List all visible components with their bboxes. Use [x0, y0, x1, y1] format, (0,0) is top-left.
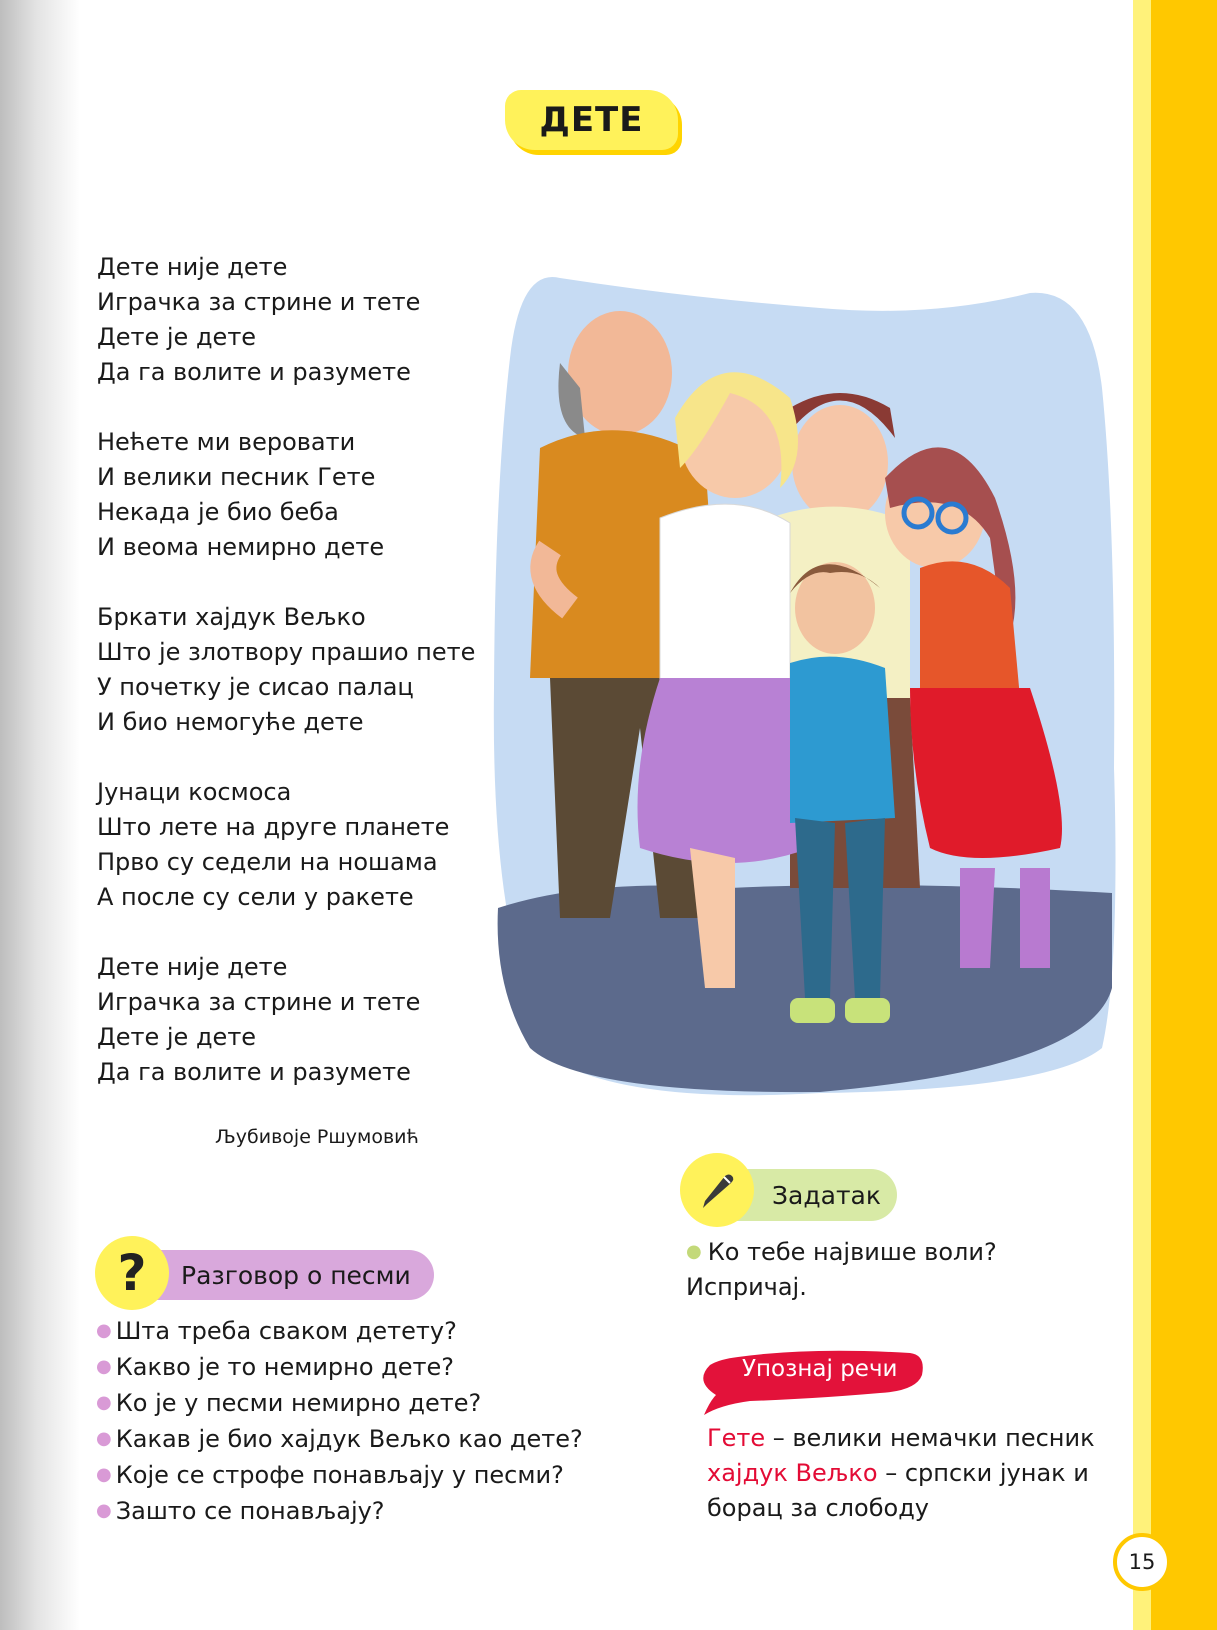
question-text: Ко је у песми немирно дете?	[115, 1389, 482, 1417]
question-text: Какав је био хајдук Вељко као дете?	[115, 1425, 583, 1453]
question-text: Зашто се понављају?	[115, 1497, 385, 1525]
poem-line: И био немогуће дете	[97, 708, 364, 736]
poem-line: И веома немирно дете	[97, 533, 385, 561]
pencil-icon	[680, 1153, 754, 1227]
glossary-entry	[707, 1456, 1127, 1491]
poem-line: Играчка за стрине и тете	[97, 988, 421, 1016]
list-item: ● Какав је био хајдук Вељко као дете?	[96, 1425, 583, 1453]
glossary-definition: – велики немачки песник	[765, 1424, 1095, 1452]
list-item: ● Које се строфе понављају у песми?	[96, 1461, 564, 1489]
poem-line: Дете није дете	[97, 253, 288, 281]
discussion-header-label: Разговор о песми	[181, 1260, 411, 1290]
poem-line: Дете је дете	[97, 1023, 257, 1051]
glossary-definition-continued: борац за слободу	[707, 1494, 929, 1522]
family-illustration	[490, 268, 1120, 1098]
task-header	[682, 1169, 897, 1221]
task-instruction: Испричај.	[686, 1273, 807, 1301]
page-edge-light-stripe	[1133, 0, 1151, 1630]
poem-line: Јунаци космоса	[97, 778, 292, 806]
page-number: 15	[1113, 1533, 1171, 1591]
poem-line: Да га волите и разумете	[97, 1058, 411, 1086]
task-text: ● Ко тебе највише воли? Испричај.	[686, 1238, 997, 1301]
poem-line: Дете није дете	[97, 953, 288, 981]
vocabulary-label: Упознај речи	[742, 1356, 898, 1382]
discussion-questions	[96, 1313, 583, 1529]
book-spine-shadow	[0, 0, 80, 1630]
glossary-term: Гете	[707, 1424, 766, 1452]
poem-line: Прво су седели на ношама	[97, 848, 438, 876]
glossary-entry	[707, 1421, 1127, 1456]
grandmother-head	[792, 405, 888, 521]
poem-line: Бркати хајдук Вељко	[97, 603, 366, 631]
poem-line: Некада је био беба	[97, 498, 339, 526]
task-question: Ко тебе највише воли?	[707, 1238, 997, 1266]
question-text: Какво је то немирно дете?	[115, 1353, 455, 1381]
poem	[97, 250, 497, 1125]
poem-author: Љубивоје Ршумовић	[215, 1126, 419, 1148]
list-item: ● Какво је то немирно дете?	[96, 1353, 455, 1381]
poem-stanza	[97, 250, 497, 390]
list-item: ● Зашто се понављају?	[96, 1497, 385, 1525]
grandfather-head	[568, 311, 672, 435]
glossary-term: хајдук Вељко	[707, 1459, 878, 1487]
poem-line: Да га волите и разумете	[97, 358, 411, 386]
poem-line: Играчка за стрине и тете	[97, 288, 421, 316]
poem-line: А после су сели у ракете	[97, 883, 414, 911]
boy-shirt	[790, 657, 895, 823]
poem-line: Нећете ми веровати	[97, 428, 356, 456]
page-title: ДЕТЕ	[505, 90, 678, 150]
poem-stanza	[97, 950, 497, 1090]
page-edge-gold-stripe	[1151, 0, 1217, 1630]
question-mark-icon: ?	[95, 1236, 169, 1310]
discussion-header	[97, 1244, 434, 1302]
poem-stanza	[97, 775, 497, 915]
question-text: Које се строфе понављају у песми?	[115, 1461, 564, 1489]
glossary-definition: – српски јунак и	[877, 1459, 1089, 1487]
poem-stanza	[97, 600, 497, 740]
poem-line: Дете је дете	[97, 323, 257, 351]
poem-stanza	[97, 425, 497, 565]
poem-line: Што је злотвору прашио пете	[97, 638, 476, 666]
glossary	[707, 1421, 1127, 1526]
question-text: Шта треба сваком детету?	[115, 1317, 457, 1345]
poem-line: Што лете на друге планете	[97, 813, 450, 841]
list-item: ● Ко је у песми немирно дете?	[96, 1389, 482, 1417]
task-header-label: Задатак	[772, 1180, 881, 1210]
list-item: ● Шта треба сваком детету?	[96, 1317, 457, 1345]
poem-line: У почетку је сисао палац	[97, 673, 414, 701]
poem-line: И велики песник Гете	[97, 463, 376, 491]
mother-skirt	[638, 678, 813, 863]
